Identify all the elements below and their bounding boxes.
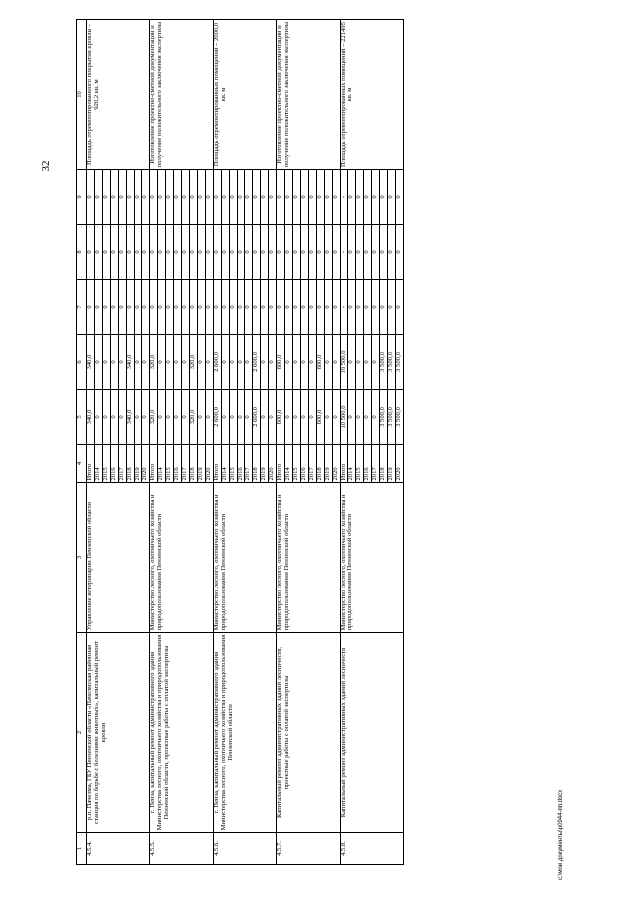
value-cell: 3 500,0 xyxy=(395,390,403,445)
value-cell: 0 xyxy=(269,280,277,335)
value-cell: 0 xyxy=(253,170,261,225)
value-cell: 0 xyxy=(269,335,277,390)
value-cell: 0 xyxy=(292,170,300,225)
value-cell: 3 500,0 xyxy=(380,335,388,390)
year-cell: 2019 xyxy=(134,445,142,483)
value-cell: 0 xyxy=(332,280,340,335)
result-indicator: Изготовление проектно-сметной документации и получение положительного заключения экспертизы xyxy=(150,20,213,170)
value-cell: 0 xyxy=(348,390,356,445)
value-cell: 0 xyxy=(118,170,126,225)
value-cell: 0 xyxy=(277,170,285,225)
year-cell: 2019 xyxy=(388,445,396,483)
item-code: 4.5.6. xyxy=(213,833,276,865)
year-cell: 2017 xyxy=(118,445,126,483)
value-cell: 0 xyxy=(285,170,293,225)
value-cell: 0 xyxy=(142,390,150,445)
value-cell: 2 600,0 xyxy=(213,390,221,445)
value-cell: 0 xyxy=(229,170,237,225)
value-cell: 0 xyxy=(174,390,182,445)
value-cell: 0 xyxy=(213,170,221,225)
year-cell: 2017 xyxy=(245,445,253,483)
value-cell: - xyxy=(340,280,348,335)
value-cell: 0 xyxy=(395,225,403,280)
value-cell: 0 xyxy=(237,225,245,280)
value-cell: 0 xyxy=(189,280,197,335)
value-cell: 0 xyxy=(229,390,237,445)
value-cell: 0 xyxy=(261,225,269,280)
value-cell: 0 xyxy=(213,280,221,335)
value-cell: 0 xyxy=(395,280,403,335)
year-cell: 2017 xyxy=(372,445,380,483)
year-cell: 2020 xyxy=(142,445,150,483)
year-cell: 2020 xyxy=(332,445,340,483)
year-cell: Итого xyxy=(277,445,285,483)
table-row xyxy=(87,20,95,865)
value-cell: 0 xyxy=(221,390,229,445)
value-cell: 0 xyxy=(372,280,380,335)
item-name: р.п. Пачелма, ГБУ Пензенской области «Пачелмская районная станция по борьбе с болезнями животных», капитальный ремонт кровли xyxy=(87,633,150,833)
value-cell: 0 xyxy=(237,390,245,445)
year-cell: Итого xyxy=(213,445,221,483)
value-cell: 0 xyxy=(364,335,372,390)
item-code: 4.5.8. xyxy=(340,833,403,865)
value-cell: 0 xyxy=(308,335,316,390)
value-cell: 0 xyxy=(213,225,221,280)
item-name: Капитальный ремонт административных зданий лесничеств xyxy=(340,633,403,833)
item-name: г. Пенза, капитальный ремонт административного здания Министерства лесного, охотничьего хозяйства и природопользования Пензенской области xyxy=(213,633,276,833)
value-cell: 0 xyxy=(197,170,205,225)
value-cell: 0 xyxy=(308,170,316,225)
value-cell: 0 xyxy=(348,170,356,225)
value-cell: 0 xyxy=(150,225,158,280)
year-cell: 2018 xyxy=(253,445,261,483)
value-cell: 0 xyxy=(237,170,245,225)
year-cell: Итого xyxy=(87,445,95,483)
value-cell: 0 xyxy=(269,170,277,225)
value-cell: 0 xyxy=(332,335,340,390)
value-cell: 0 xyxy=(292,280,300,335)
item-code: 4.5.7. xyxy=(277,833,340,865)
value-cell: 0 xyxy=(102,335,110,390)
value-cell: 0 xyxy=(380,225,388,280)
value-cell: 0 xyxy=(110,225,118,280)
year-cell: 2015 xyxy=(166,445,174,483)
year-cell: 2019 xyxy=(261,445,269,483)
value-cell: 0 xyxy=(269,225,277,280)
result-indicator: Площадь отремонтированного покрытия кровли – 920,2 кв. м xyxy=(87,20,150,170)
value-cell: 340,0 xyxy=(126,390,134,445)
value-cell: 320,0 xyxy=(150,390,158,445)
value-cell: 0 xyxy=(300,170,308,225)
value-cell: 0 xyxy=(261,280,269,335)
year-cell: 2016 xyxy=(110,445,118,483)
value-cell: 0 xyxy=(118,225,126,280)
col-header: 9 xyxy=(77,170,87,225)
year-cell: Итого xyxy=(340,445,348,483)
value-cell: 0 xyxy=(253,280,261,335)
value-cell: 0 xyxy=(102,225,110,280)
value-cell: 0 xyxy=(245,170,253,225)
value-cell: 0 xyxy=(174,225,182,280)
table-row xyxy=(213,20,221,865)
value-cell: 0 xyxy=(126,280,134,335)
value-cell: 0 xyxy=(356,335,364,390)
column-number-row xyxy=(77,20,87,865)
value-cell: 0 xyxy=(142,170,150,225)
value-cell: 0 xyxy=(277,280,285,335)
year-cell: 2014 xyxy=(221,445,229,483)
value-cell: 0 xyxy=(364,280,372,335)
value-cell: 0 xyxy=(285,335,293,390)
value-cell: 0 xyxy=(324,170,332,225)
value-cell: 0 xyxy=(300,335,308,390)
value-cell: 0 xyxy=(356,170,364,225)
value-cell: - xyxy=(340,225,348,280)
program-table xyxy=(76,19,404,865)
value-cell: 320,0 xyxy=(150,335,158,390)
value-cell: 0 xyxy=(261,335,269,390)
value-cell: 3 500,0 xyxy=(395,335,403,390)
value-cell: 0 xyxy=(245,225,253,280)
value-cell: 0 xyxy=(364,225,372,280)
value-cell: 0 xyxy=(356,390,364,445)
year-cell: 2015 xyxy=(102,445,110,483)
value-cell: 0 xyxy=(158,170,166,225)
value-cell: 0 xyxy=(134,225,142,280)
value-cell: 0 xyxy=(158,225,166,280)
value-cell: 0 xyxy=(205,280,213,335)
table-row xyxy=(340,20,348,865)
year-cell: 2019 xyxy=(324,445,332,483)
year-cell: 2016 xyxy=(364,445,372,483)
value-cell: 0 xyxy=(229,280,237,335)
executor-name: Министерство лесного, охотничьего хозяйства и природопользования Пензенской области xyxy=(150,483,213,633)
value-cell: 0 xyxy=(332,225,340,280)
result-indicator: Площадь отремонтированных помещений – 221495 кв. м xyxy=(340,20,403,170)
executor-name: Министерство лесного, охотничьего хозяйства и природопользования Пензенской области xyxy=(213,483,276,633)
value-cell: 10 500,0 xyxy=(340,335,348,390)
value-cell: 3 500,0 xyxy=(380,390,388,445)
value-cell: 0 xyxy=(87,170,95,225)
value-cell: 0 xyxy=(197,335,205,390)
year-cell: 2018 xyxy=(316,445,324,483)
result-indicator: Площадь отремонтированных помещений – 2000,0 кв. м xyxy=(213,20,276,170)
value-cell: 0 xyxy=(221,280,229,335)
value-cell: 0 xyxy=(134,390,142,445)
value-cell: 0 xyxy=(372,335,380,390)
value-cell: 0 xyxy=(158,335,166,390)
value-cell: 0 xyxy=(134,170,142,225)
value-cell: 0 xyxy=(182,280,190,335)
value-cell: 0 xyxy=(261,390,269,445)
value-cell: 0 xyxy=(166,280,174,335)
value-cell: 320,0 xyxy=(189,390,197,445)
year-cell: 2017 xyxy=(182,445,190,483)
value-cell: 0 xyxy=(87,280,95,335)
value-cell: 0 xyxy=(253,225,261,280)
value-cell: 0 xyxy=(94,225,102,280)
value-cell: 0 xyxy=(316,170,324,225)
value-cell: 0 xyxy=(332,390,340,445)
value-cell: 0 xyxy=(189,225,197,280)
item-name: Капитальный ремонт административных зданий лесничеств, проектные работы с оплатой экспертизы xyxy=(277,633,340,833)
col-header: 7 xyxy=(77,280,87,335)
value-cell: 0 xyxy=(308,225,316,280)
value-cell: 0 xyxy=(372,170,380,225)
value-cell: 0 xyxy=(292,335,300,390)
value-cell: 2 600,0 xyxy=(253,390,261,445)
year-cell: 2016 xyxy=(300,445,308,483)
value-cell: 340,0 xyxy=(87,335,95,390)
value-cell: 0 xyxy=(277,225,285,280)
value-cell: 0 xyxy=(300,280,308,335)
table-row xyxy=(277,20,285,865)
value-cell: 0 xyxy=(300,225,308,280)
col-header: 2 xyxy=(77,633,87,833)
value-cell: 2 600,0 xyxy=(253,335,261,390)
value-cell: 0 xyxy=(142,280,150,335)
executor-name: Министерство лесного, охотничьего хозяйства и природопользования Пензенской области xyxy=(277,483,340,633)
value-cell: 10 500,0 xyxy=(340,390,348,445)
value-cell: 0 xyxy=(292,390,300,445)
value-cell: 0 xyxy=(118,335,126,390)
value-cell: 0 xyxy=(174,170,182,225)
year-cell: 2015 xyxy=(229,445,237,483)
executor-name: Управление ветеринарии Пензенской области xyxy=(87,483,150,633)
value-cell: 0 xyxy=(126,225,134,280)
year-cell: 2018 xyxy=(380,445,388,483)
value-cell: 0 xyxy=(372,390,380,445)
value-cell: 0 xyxy=(182,390,190,445)
year-cell: 2014 xyxy=(285,445,293,483)
value-cell: 0 xyxy=(166,335,174,390)
col-header: 6 xyxy=(77,335,87,390)
value-cell: 0 xyxy=(364,390,372,445)
value-cell: 0 xyxy=(380,170,388,225)
rotated-table-container xyxy=(76,20,404,865)
value-cell: 0 xyxy=(197,225,205,280)
value-cell: 0 xyxy=(102,280,110,335)
value-cell: 0 xyxy=(102,170,110,225)
value-cell: 3 500,0 xyxy=(388,390,396,445)
value-cell: 600,0 xyxy=(316,390,324,445)
year-cell: 2015 xyxy=(292,445,300,483)
value-cell: 0 xyxy=(245,280,253,335)
value-cell: 0 xyxy=(245,335,253,390)
value-cell: 0 xyxy=(261,170,269,225)
value-cell: 320,0 xyxy=(189,335,197,390)
value-cell: 0 xyxy=(348,335,356,390)
value-cell: 0 xyxy=(388,170,396,225)
year-cell: 2020 xyxy=(269,445,277,483)
value-cell: 0 xyxy=(158,390,166,445)
value-cell: 0 xyxy=(118,390,126,445)
value-cell: 340,0 xyxy=(87,390,95,445)
value-cell: 0 xyxy=(142,225,150,280)
value-cell: 0 xyxy=(205,335,213,390)
value-cell: 0 xyxy=(182,225,190,280)
col-header: 5 xyxy=(77,390,87,445)
value-cell: 0 xyxy=(285,225,293,280)
item-code: 4.5.5. xyxy=(150,833,213,865)
value-cell: 0 xyxy=(166,225,174,280)
value-cell: 0 xyxy=(364,170,372,225)
value-cell: 0 xyxy=(150,280,158,335)
value-cell: 0 xyxy=(197,280,205,335)
value-cell: 0 xyxy=(324,335,332,390)
value-cell: 0 xyxy=(324,225,332,280)
value-cell: 0 xyxy=(87,225,95,280)
col-header: 4 xyxy=(77,445,87,483)
value-cell: 600,0 xyxy=(277,390,285,445)
value-cell: 0 xyxy=(174,280,182,335)
value-cell: 0 xyxy=(356,225,364,280)
value-cell: 0 xyxy=(380,280,388,335)
value-cell: 0 xyxy=(316,280,324,335)
value-cell: 0 xyxy=(300,390,308,445)
value-cell: 0 xyxy=(197,390,205,445)
value-cell: 0 xyxy=(205,225,213,280)
value-cell: 0 xyxy=(110,390,118,445)
year-cell: 2017 xyxy=(308,445,316,483)
value-cell: 0 xyxy=(118,280,126,335)
value-cell: 0 xyxy=(388,280,396,335)
col-header: 1 xyxy=(77,833,87,865)
year-cell: 2015 xyxy=(356,445,364,483)
value-cell: 0 xyxy=(110,170,118,225)
value-cell: 0 xyxy=(237,280,245,335)
value-cell: 0 xyxy=(285,280,293,335)
value-cell: 0 xyxy=(94,390,102,445)
value-cell: 0 xyxy=(292,225,300,280)
value-cell: 0 xyxy=(316,225,324,280)
value-cell: 0 xyxy=(388,225,396,280)
col-header: 10 xyxy=(77,20,87,170)
executor-name: Министерство лесного, охотничьего хозяйства и природопользования Пензенской области xyxy=(340,483,403,633)
value-cell: 600,0 xyxy=(277,335,285,390)
value-cell: 0 xyxy=(110,280,118,335)
value-cell: 0 xyxy=(158,280,166,335)
year-cell: 2014 xyxy=(158,445,166,483)
value-cell: 0 xyxy=(245,390,253,445)
footer-path: c:\мои документы\р0944-пп.docx xyxy=(558,789,564,880)
year-cell: 2020 xyxy=(205,445,213,483)
year-cell: 2020 xyxy=(395,445,403,483)
value-cell: 0 xyxy=(94,170,102,225)
value-cell: 3 500,0 xyxy=(388,335,396,390)
value-cell: 340,0 xyxy=(126,335,134,390)
value-cell: 0 xyxy=(166,170,174,225)
value-cell: 0 xyxy=(332,170,340,225)
value-cell: 0 xyxy=(134,280,142,335)
col-header: 3 xyxy=(77,483,87,633)
year-cell: 2018 xyxy=(126,445,134,483)
value-cell: - xyxy=(340,170,348,225)
value-cell: 0 xyxy=(182,335,190,390)
value-cell: 0 xyxy=(221,170,229,225)
item-code: 4.5.4. xyxy=(87,833,150,865)
value-cell: 0 xyxy=(285,390,293,445)
value-cell: 2 600,0 xyxy=(213,335,221,390)
value-cell: 0 xyxy=(150,170,158,225)
value-cell: 0 xyxy=(205,170,213,225)
value-cell: 0 xyxy=(229,225,237,280)
value-cell: 0 xyxy=(356,280,364,335)
value-cell: 0 xyxy=(110,335,118,390)
item-name: г. Пенза, капитальный ремонт административного здания Министерства лесного, охотничьего хозяйства и природопользования Пензенской области, проектные работы с оплатой экспертизы xyxy=(150,633,213,833)
value-cell: 0 xyxy=(324,280,332,335)
value-cell: 0 xyxy=(237,335,245,390)
value-cell: 0 xyxy=(221,335,229,390)
value-cell: 0 xyxy=(221,225,229,280)
year-cell: 2016 xyxy=(174,445,182,483)
value-cell: 0 xyxy=(182,170,190,225)
value-cell: 0 xyxy=(229,335,237,390)
value-cell: 0 xyxy=(348,225,356,280)
year-cell: 2016 xyxy=(237,445,245,483)
value-cell: 0 xyxy=(308,280,316,335)
year-cell: 2014 xyxy=(94,445,102,483)
col-header: 8 xyxy=(77,225,87,280)
table-body xyxy=(87,20,404,865)
value-cell: 0 xyxy=(189,170,197,225)
table-row xyxy=(150,20,158,865)
value-cell: 0 xyxy=(94,335,102,390)
value-cell: 0 xyxy=(94,280,102,335)
value-cell: 0 xyxy=(166,390,174,445)
value-cell: 0 xyxy=(102,390,110,445)
value-cell: 0 xyxy=(142,335,150,390)
value-cell: 0 xyxy=(324,390,332,445)
year-cell: 2019 xyxy=(197,445,205,483)
value-cell: 600,0 xyxy=(316,335,324,390)
value-cell: 0 xyxy=(395,170,403,225)
year-cell: 2018 xyxy=(189,445,197,483)
year-cell: Итого xyxy=(150,445,158,483)
value-cell: 0 xyxy=(308,390,316,445)
year-cell: 2014 xyxy=(348,445,356,483)
value-cell: 0 xyxy=(372,225,380,280)
value-cell: 0 xyxy=(174,335,182,390)
page-number: 32 xyxy=(40,160,52,172)
value-cell: 0 xyxy=(126,170,134,225)
result-indicator: Изготовление проектно-сметной документации и получение положительного заключения экспертизы xyxy=(277,20,340,170)
value-cell: 0 xyxy=(348,280,356,335)
value-cell: 0 xyxy=(205,390,213,445)
value-cell: 0 xyxy=(269,390,277,445)
value-cell: 0 xyxy=(134,335,142,390)
